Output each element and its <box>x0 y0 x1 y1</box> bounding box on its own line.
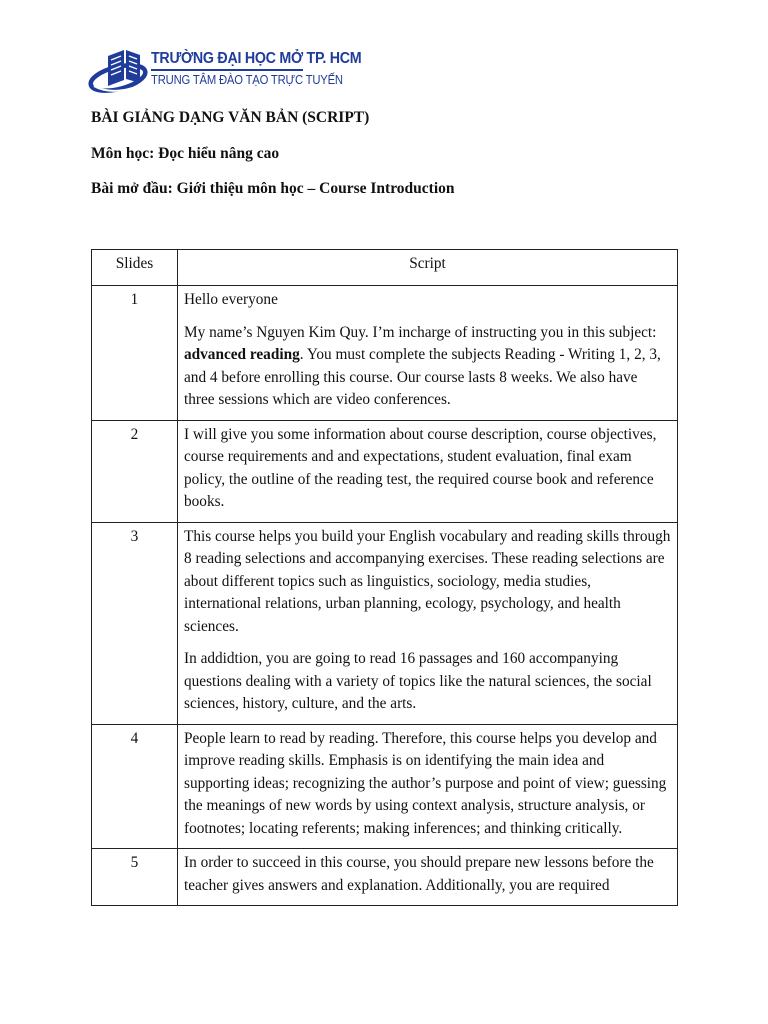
script-cell <box>178 420 678 522</box>
script-paragraph: Hello everyone <box>184 291 278 308</box>
script-text: . You must complete the subjects Reading - Writing 1, 2, 3, and 4 before enrolling this course. Our course lasts 8 weeks. We also have three sessions which are video conferences. <box>184 346 661 408</box>
slide-number: 4 <box>92 724 178 849</box>
lesson-line: Bài mở đầu: Giới thiệu môn học – Course Introduction <box>91 180 455 197</box>
script-paragraph: People learn to read by reading. Therefore, this course helps you develop and improve reading skills. Emphasis is on identifying the main idea and supporting ideas; recognizing the author’s purpose and point of view; guessing the meanings of new words by using context analysis, structure analysis, or footnotes; locating referents; making inferences; and thinking critically. <box>184 729 667 837</box>
table-row <box>92 724 678 849</box>
logo-university-name: TRƯỜNG ĐẠI HỌC MỞ TP. HCM <box>151 50 362 67</box>
script-cell <box>178 724 678 849</box>
script-cell <box>178 849 678 906</box>
script-cell <box>178 522 678 724</box>
book-emblem-icon <box>88 42 152 100</box>
script-paragraph: I will give you some information about course description, course objectives, course requirements and and expectations, student evaluation, final exam policy, the outline of the reading test, the required course book and reference books. <box>184 425 657 510</box>
script-text: My name’s Nguyen Kim Quy. I’m incharge of instructing you in this subject: <box>184 323 657 341</box>
script-paragraph: This course helps you build your English vocabulary and reading skills through 8 reading selections and accompanying exercises. These reading selections are about different topics such as linguistics, sociology, media studies, international relations, urban planning, ecology, psychology, and health sciences. <box>184 527 671 635</box>
table-header-row <box>92 250 678 286</box>
subject-line: Môn học: Đọc hiểu nâng cao <box>91 145 280 162</box>
slide-number: 5 <box>92 849 178 906</box>
document-title: BÀI GIẢNG DẠNG VĂN BẢN (SCRIPT) <box>91 109 370 126</box>
logo-center-name: TRUNG TÂM ĐÀO TẠO TRỰC TUYẾN <box>151 73 343 87</box>
script-paragraph: In order to succeed in this course, you should prepare new lessons before the teacher gives answers and explanation. Additionally, you are required <box>184 854 654 894</box>
table-row <box>92 849 678 906</box>
logo-divider <box>151 69 303 71</box>
table-row <box>92 286 678 421</box>
table-row <box>92 522 678 724</box>
slide-number: 1 <box>92 286 178 421</box>
script-bold-text: advanced reading <box>184 346 300 363</box>
script-paragraph: In addidtion, you are going to read 16 passages and 160 accompanying questions dealing with a variety of topics like the natural sciences, the social sciences, history, culture, and the arts. <box>184 650 652 712</box>
script-paragraph <box>184 322 671 412</box>
header-script: Script <box>178 250 678 286</box>
slide-number: 3 <box>92 522 178 724</box>
university-logo <box>88 42 362 100</box>
table-row <box>92 420 678 522</box>
script-table <box>91 249 678 906</box>
script-cell <box>178 286 678 421</box>
slide-number: 2 <box>92 420 178 522</box>
header-slides: Slides <box>92 250 178 286</box>
